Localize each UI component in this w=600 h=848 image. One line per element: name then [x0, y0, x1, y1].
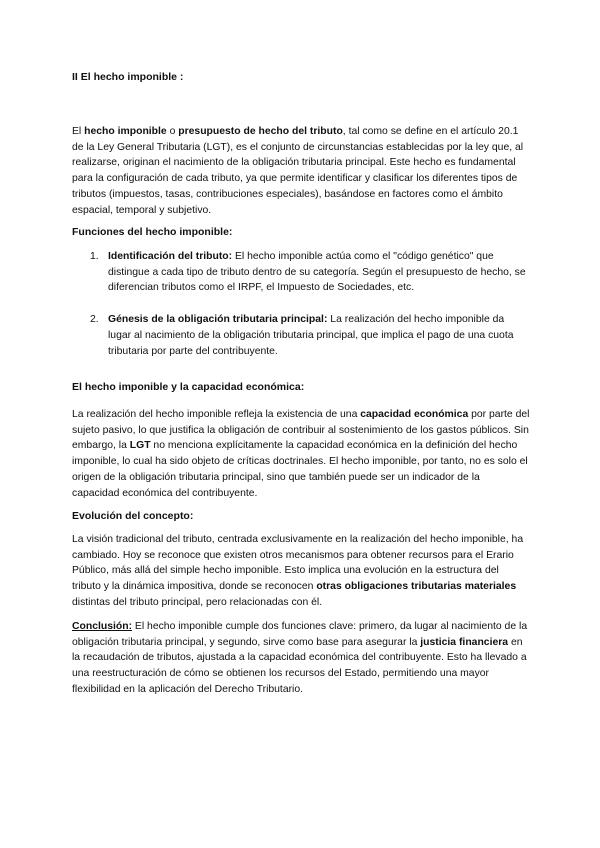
evolucion-bold-1: otras obligaciones tributarias materiales: [316, 581, 517, 593]
list-item-text: El hecho imponible actúa como el "código genético" que distingue a cada tipo de tributo dentro de su categoría. Según el presupuesto de hecho, se diferencian tributos como el IRPF, el Impuesto de Sociedades, etc.: [108, 251, 526, 294]
evolucion-text-2: distintas del tributo principal, pero relacionadas con él.: [72, 596, 323, 608]
list-item-text: La realización del hecho imponible da lugar al nacimiento de la obligación tributaria principal, que implica el pago de una cuota tributaria por parte del contribuyente.: [108, 314, 514, 357]
capacidad-bold-2: LGT: [129, 440, 151, 452]
capacidad-paragraph: [72, 407, 530, 501]
intro-text-1: El: [72, 126, 85, 137]
evolucion-paragraph: [72, 532, 530, 611]
capacidad-text-1: La realización del hecho imponible refleja la existencia de una: [72, 409, 361, 420]
capacidad-heading: El hecho imponible y la capacidad económica:: [72, 381, 305, 393]
conclusion-bold-1: justicia financiera: [420, 636, 509, 648]
list-number: 2.: [90, 314, 99, 326]
intro-paragraph: [72, 124, 530, 218]
capacidad-bold-1: capacidad económica: [360, 409, 469, 420]
funciones-heading: Funciones del hecho imponible:: [72, 226, 233, 238]
conclusion-text-1: El hecho imponible cumple dos funciones clave: primero, da lugar al nacimiento de la obligación tributaria principal, y segundo, sirve como base para asegurar la: [72, 621, 528, 648]
capacidad-text-2: por parte del sujeto pasivo, lo que justifica la obligación de contribuir al sostenimiento de los gastos públicos. Sin embargo, la: [72, 409, 530, 452]
funciones-list: [90, 249, 530, 359]
intro-text-3: , tal como se define en el artículo 20.1 de la Ley General Tributaria (LGT), es el conjunto de circunstancias establecidas por la ley que, al realizarse, originan el nacimiento de la obligación tributaria principal. Este hecho es fundamental para la configuración de cada tributo, ya que permite identificar y clasificar los diferentes tipos de tributos (impuestos, tasas, contribuciones especiales), basándose en factores como el ámbito espacial, temporal y subjetivo.: [72, 126, 524, 216]
intro-text-2: o: [166, 126, 179, 137]
list-item: [90, 312, 530, 359]
evolucion-text-1: La visión tradicional del tributo, centrada exclusivamente en la realización del hecho imponible, ha cambiado. Hoy se reconoce que existen otros mecanismos para obtener recursos para el Erario Público, más allá del simple hecho imponible. Esto implica una evolución en la estructura del tributo y la dinámica impositiva, donde se reconocen: [72, 534, 524, 593]
conclusion-text-2: en la recaudación de tributos, ajustada a la capacidad económica del contribuyente. Esto ha llevado a una reestructuración de cómo se obtienen los recursos del Estado, permitiendo una mayor flexibilidad en la aplicación del Derecho Tributario.: [72, 636, 527, 695]
evolucion-heading: Evolución del concepto:: [72, 510, 194, 522]
conclusion-paragraph: [72, 619, 530, 698]
capacidad-text-3: no menciona explícitamente la capacidad económica en la definición del hecho imponible, lo cual ha sido objeto de críticas doctrinales. El hecho imponible, por tanto, no es solo el origen de la obligación tributaria principal, sino que también puede ser un indicador de la capacidad económica del contribuyente.: [72, 440, 528, 499]
list-item-bold: Identificación del tributo:: [108, 251, 233, 262]
intro-bold-2: presupuesto de hecho del tributo: [178, 126, 343, 137]
list-item-bold: Génesis de la obligación tributaria principal:: [108, 314, 328, 326]
conclusion-label: Conclusión:: [72, 621, 133, 632]
section-title: II El hecho imponible :: [72, 71, 184, 83]
list-item: [90, 249, 530, 296]
list-number: 1.: [90, 251, 99, 262]
intro-bold-1: hecho imponible: [84, 126, 167, 137]
